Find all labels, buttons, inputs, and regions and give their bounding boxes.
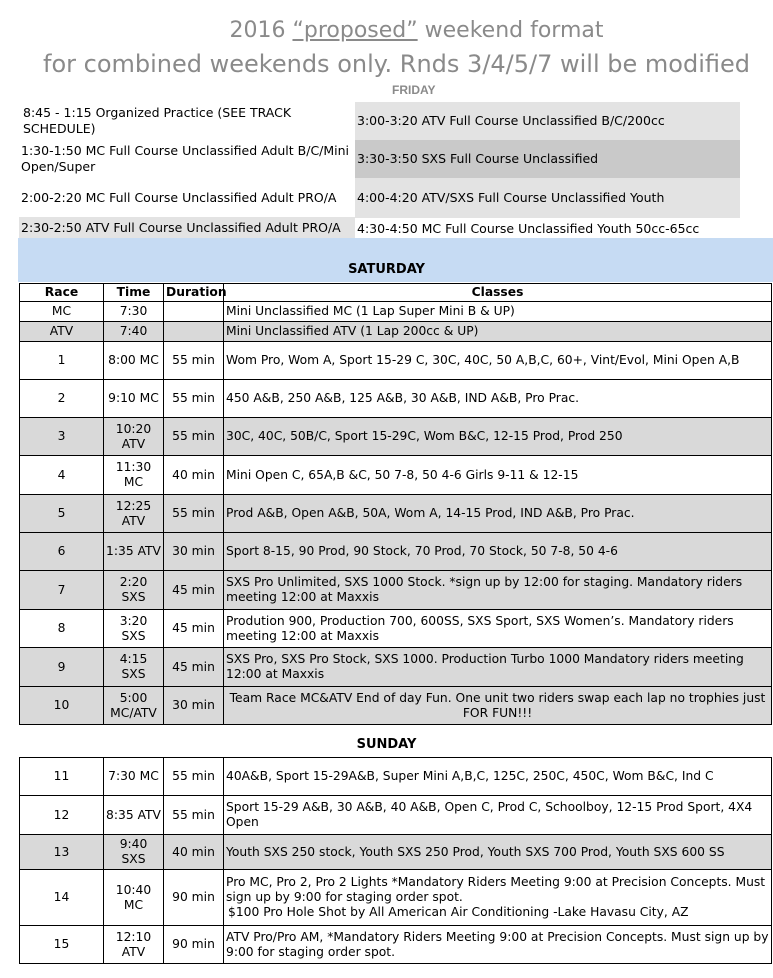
saturday-heading: SATURDAY [348,262,425,277]
time-cell: 5:00 MC/ATV [104,687,164,725]
time-cell: 7:30 MC [104,758,164,796]
classes-cell: Prod A&B, Open A&B, 50A, Wom A, 14-15 Prod, IND A&B, Pro Prac. [224,495,772,533]
race-cell: 9 [20,648,104,687]
time-cell: 11:30 MC [104,456,164,495]
table-row [20,302,772,322]
time-cell: 12:10 ATV [104,926,164,964]
duration-cell: 45 min [164,610,224,648]
duration-cell: 40 min [164,456,224,495]
table-row [20,687,772,725]
race-cell: 13 [20,835,104,870]
duration-cell: 55 min [164,758,224,796]
title-year: 2016 [229,18,293,43]
classes-cell: Mini Unclassified ATV (1 Lap 200cc & UP) [224,322,772,342]
title-line-2: for combined weekends only. Rnds 3/4/5/7 will be modified [43,50,750,78]
duration-cell: 55 min [164,380,224,418]
friday-right-item: 4:00-4:20 ATV/SXS Full Course Unclassified Youth [355,178,740,218]
table-row [20,835,772,870]
title-format: weekend format [417,18,604,43]
classes-cell: SXS Pro, SXS Pro Stock, SXS 1000. Production Turbo 1000 Mandatory riders meeting 12:00 at Maxxis [224,648,772,687]
time-cell: 7:40 [104,322,164,342]
classes-cell: Mini Unclassified MC (1 Lap Super Mini B & UP) [224,302,772,322]
classes-cell: Team Race MC&ATV End of day Fun. One unit two riders swap each lap no trophies just FOR FUN!!! [224,687,772,725]
time-cell: 2:20 SXS [104,571,164,610]
classes-cell: Sport 8-15, 90 Prod, 90 Stock, 70 Prod, 70 Stock, 50 7-8, 50 4-6 [224,533,772,571]
col-classes: Classes [224,284,772,302]
table-row [20,342,772,380]
time-cell: 10:40 MC [104,870,164,926]
classes-cell: 40A&B, Sport 15-29A&B, Super Mini A,B,C, 125C, 250C, 450C, Wom B&C, Ind C [224,758,772,796]
classes-cell: 450 A&B, 250 A&B, 125 A&B, 30 A&B, IND A&B, Pro Prac. [224,380,772,418]
time-cell: 3:20 SXS [104,610,164,648]
col-race: Race [20,284,104,302]
classes-cell: Mini Open C, 65A,B &C, 50 7-8, 50 4-6 Girls 9-11 & 12-15 [224,456,772,495]
classes-cell: ATV Pro/Pro AM, *Mandatory Riders Meeting 9:00 at Precision Concepts. Must sign up by 9:00 for staging order spot. [224,926,772,964]
duration-cell: 55 min [164,796,224,835]
classes-cell: Youth SXS 250 stock, Youth SXS 250 Prod, Youth SXS 700 Prod, Youth SXS 600 SS [224,835,772,870]
race-cell: 8 [20,610,104,648]
table-row [20,758,772,796]
duration-cell: 45 min [164,571,224,610]
race-cell: MC [20,302,104,322]
classes-text: Pro MC, Pro 2, Pro 2 Lights *Mandatory Riders Meeting 9:00 at Precision Concepts. Must sign up by 9:00 for staging order spot. [226,875,766,904]
race-cell: 4 [20,456,104,495]
duration-cell: 30 min [164,533,224,571]
classes-cell: Prodution 900, Production 700, 600SS, SXS Sport, SXS Women’s. Mandatory riders meeting 12:00 at Maxxis [224,610,772,648]
friday-right-item: 3:00-3:20 ATV Full Course Unclassified B/C/200cc [355,102,740,140]
duration-cell [164,322,224,342]
hole-shot-sponsor-text: $100 Pro Hole Shot by All American Air Conditioning -Lake Havasu City, AZ [228,905,689,919]
race-cell: 7 [20,571,104,610]
time-cell: 10:20 ATV [104,418,164,456]
race-cell: 1 [20,342,104,380]
table-row [20,796,772,835]
time-cell: 9:10 MC [104,380,164,418]
classes-cell: Sport 15-29 A&B, 30 A&B, 40 A&B, Open C, Prod C, Schoolboy, 12-15 Prod Sport, 4X4 Open [224,796,772,835]
duration-cell: 45 min [164,648,224,687]
friday-right-item: 4:30-4:50 MC Full Course Unclassified Youth 50cc-65cc [357,221,700,236]
table-row [20,648,772,687]
friday-heading: FRIDAY [392,83,436,97]
race-cell: 2 [20,380,104,418]
time-cell: 7:30 [104,302,164,322]
classes-cell: SXS Pro Unlimited, SXS 1000 Stock. *sign up by 12:00 for staging. Mandatory riders meeting 12:00 at Maxxis [224,571,772,610]
col-time: Time [104,284,164,302]
duration-cell [164,302,224,322]
sunday-heading: SUNDAY [356,737,417,752]
time-cell: 8:35 ATV [104,796,164,835]
table-row [20,495,772,533]
duration-cell: 55 min [164,342,224,380]
table-row [20,926,772,964]
title-line-1 [0,18,773,43]
table-row [20,418,772,456]
table-header-row [20,284,772,302]
duration-cell: 55 min [164,495,224,533]
classes-cell: 30C, 40C, 50B/C, Sport 15-29C, Wom B&C, 12-15 Prod, Prod 250 [224,418,772,456]
duration-cell: 40 min [164,835,224,870]
classes-cell: Wom Pro, Wom A, Sport 15-29 C, 30C, 40C, 50 A,B,C, 60+, Vint/Evol, Mini Open A,B [224,342,772,380]
duration-cell: 90 min [164,926,224,964]
race-cell: 15 [20,926,104,964]
race-cell: 14 [20,870,104,926]
col-duration: Duration [164,284,224,302]
table-row [20,322,772,342]
race-cell: 10 [20,687,104,725]
duration-cell: 90 min [164,870,224,926]
friday-right-item: 3:30-3:50 SXS Full Course Unclassified [355,140,740,178]
title-proposed: “proposed” [292,18,418,43]
duration-cell: 55 min [164,418,224,456]
race-cell: 12 [20,796,104,835]
table-row [20,610,772,648]
race-cell: ATV [20,322,104,342]
table-row [20,571,772,610]
duration-cell: 30 min [164,687,224,725]
race-cell: 3 [20,418,104,456]
time-cell: 8:00 MC [104,342,164,380]
table-row [20,456,772,495]
table-row [20,380,772,418]
classes-cell [224,870,772,926]
friday-left-item: 2:00-2:20 MC Full Course Unclassified Adult PRO/A [21,190,337,205]
time-cell: 12:25 ATV [104,495,164,533]
race-cell: 5 [20,495,104,533]
table-row [20,533,772,571]
friday-left-item: 2:30-2:50 ATV Full Course Unclassified Adult PRO/A [19,217,355,239]
time-cell: 9:40 SXS [104,835,164,870]
sunday-table [19,757,772,964]
friday-left-item: 1:30-1:50 MC Full Course Unclassified Adult B/C/Mini Open/Super [21,143,350,174]
race-cell: 6 [20,533,104,571]
time-cell: 1:35 ATV [104,533,164,571]
friday-left-item: 8:45 - 1:15 Organized Practice (SEE TRACK SCHEDULE) [23,105,292,136]
table-row [20,870,772,926]
time-cell: 4:15 SXS [104,648,164,687]
saturday-table [19,283,772,725]
race-cell: 11 [20,758,104,796]
